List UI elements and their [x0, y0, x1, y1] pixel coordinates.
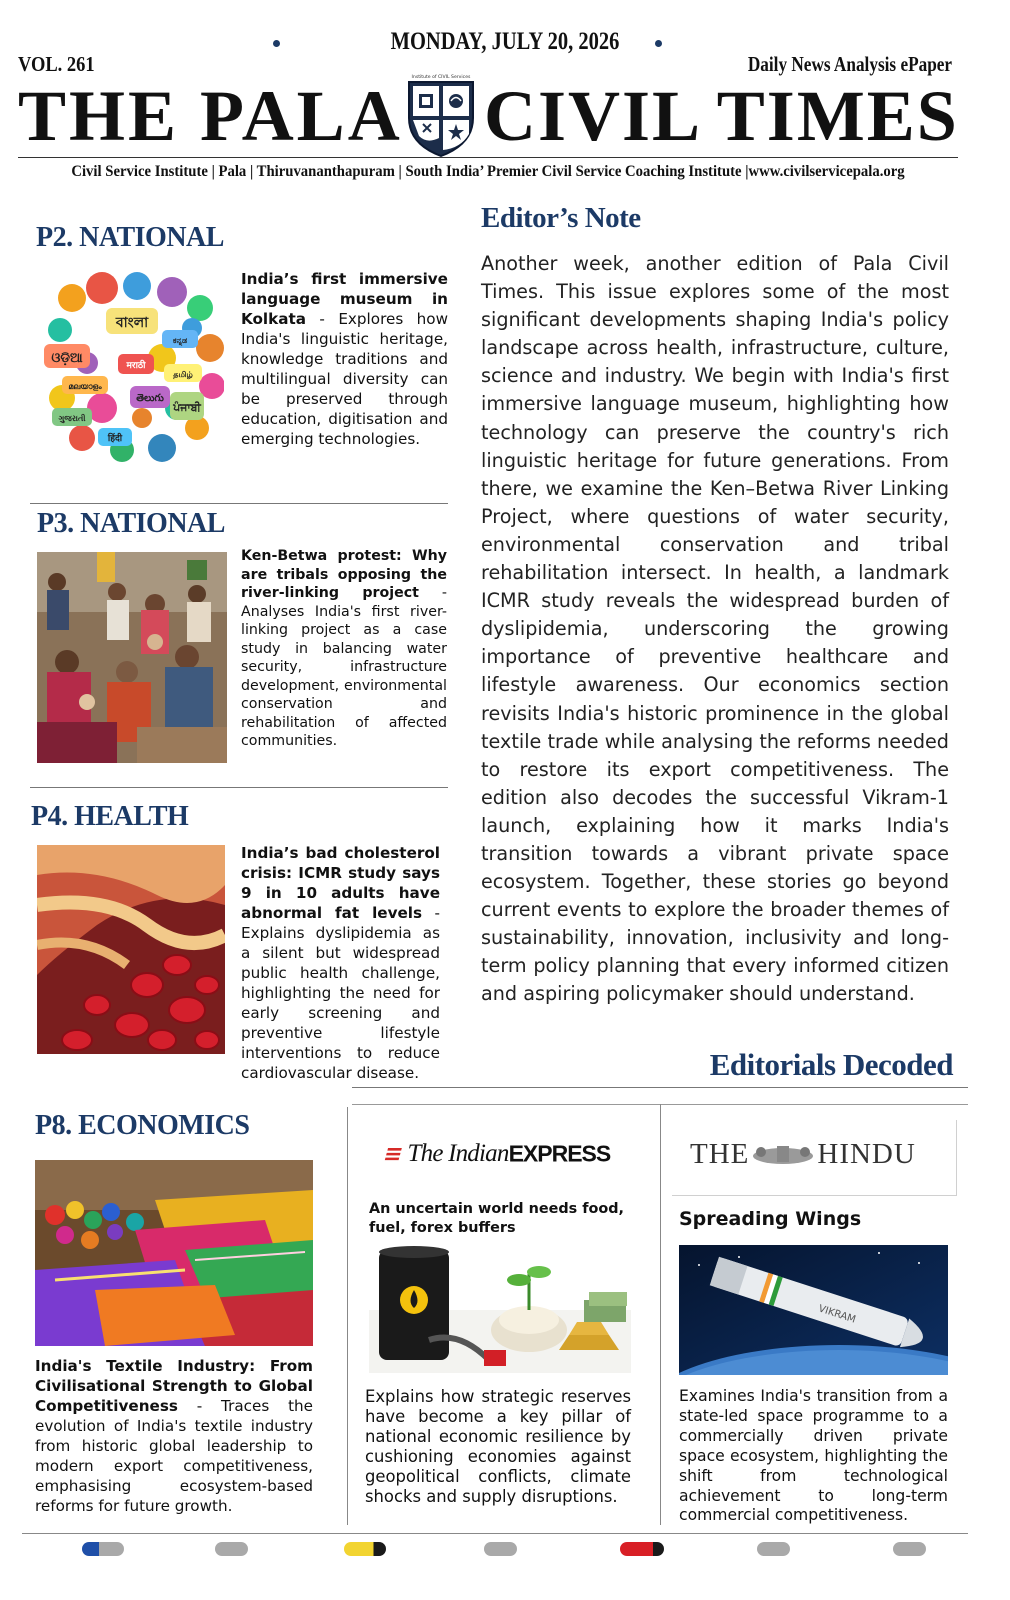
express-mark-icon: ≡ — [380, 1141, 406, 1167]
page-indicator-2[interactable] — [215, 1542, 248, 1556]
crest-logo — [405, 72, 477, 158]
svg-text:ગુજરાતી: ગુજરાતી — [58, 414, 86, 423]
article-p8-summary: Traces the evolution of India's textile industry from historic global leadership to modern export competitiveness, emphasising ecosystem-based reforms for future growth. — [35, 1397, 313, 1515]
svg-text:VIKRAM: VIKRAM — [816, 1303, 857, 1326]
hindu-headline[interactable]: Spreading Wings — [679, 1208, 862, 1230]
page-indicator-5[interactable] — [620, 1542, 664, 1556]
svg-text:मराठी: मराठी — [126, 361, 146, 371]
article-p3-text: Ken-Betwa protest: Why are tribals opposing the river-linking project - Analyses India's first river-linking project as a case study in balancing water security, infrastructure development, environmental conservation and rehabilitation of affected communities. — [241, 548, 447, 749]
editors-note-title: Editor’s Note — [481, 202, 641, 234]
svg-text:ਪੰਜਾਬੀ: ਪੰਜਾਬੀ — [173, 401, 201, 414]
article-p4-text: India’s bad cholesterol crisis: ICMR study says 9 in 10 adults have abnormal fat levels - Explains dyslipidemia as a silent but widespread public health challenge, highlighting the need for early screening and preventive lifestyle interventions to reduce cardiovascular disease. — [241, 844, 441, 1082]
svg-text:বাংলা: বাংলা — [115, 315, 149, 331]
page-indicator-4[interactable] — [484, 1542, 517, 1556]
masthead-subline: Civil Service Institute | Pala | Thiruvananthapuram | South India’ Premier Civil Service Coaching Institute |www.civilservicepala.org — [71, 163, 905, 180]
page-indicator-1[interactable] — [82, 1542, 124, 1556]
issue-date: MONDAY, JULY 20, 2026 — [390, 28, 620, 55]
divider-p3 — [30, 787, 448, 788]
article-p2-text: India’s first immersive language museum in Kolkata - Explores how India's linguistic heritage, knowledge traditions and multilingual diversity can be preserved through education, digitisation and emerging technologies. — [241, 270, 448, 448]
page-indicator-6[interactable] — [757, 1542, 790, 1556]
svg-text:മലയാളം: മലയാളം — [68, 382, 102, 391]
the-hindu-logo-box — [672, 1120, 957, 1196]
tribal-protest-image — [37, 552, 227, 763]
hindu-emblem-icon — [749, 1141, 817, 1163]
article-p3-headline[interactable]: Ken-Betwa protest: Why are tribals opposing the river-linking project — [241, 548, 447, 601]
masthead-tagline: Daily News Analysis ePaper — [747, 52, 952, 76]
express-logo-prefix: The Indian — [407, 1140, 509, 1167]
divider-p2 — [30, 503, 448, 504]
crest-caption: Institute of CIVIL Services — [411, 75, 471, 80]
page-indicator-3[interactable] — [344, 1542, 386, 1556]
section-heading-p8: P8. ECONOMICS — [35, 1110, 250, 1141]
shield-icon — [405, 72, 477, 158]
page-indicator-7[interactable] — [893, 1542, 926, 1556]
article-p2-headline[interactable]: India’s first immersive language museum in Kolkata — [241, 270, 448, 328]
express-summary: Explains how strategic reserves have become a key pillar of national economic resilience by cushioning economies against geopolitical conflicts, climate shocks and supply disruptions. — [365, 1387, 631, 1506]
svg-text:ଓଡ଼ିଆ: ଓଡ଼ିଆ — [51, 351, 83, 366]
masthead-title-left: THE PALA — [18, 76, 403, 156]
language-bubbles-image — [42, 268, 224, 468]
editorials-top-rule — [352, 1087, 968, 1088]
svg-text:తెలుగు: తెలుగు — [136, 393, 164, 404]
section-heading-p3: P3. NATIONAL — [37, 508, 225, 539]
indian-express-logo — [380, 1140, 624, 1174]
editorials-decoded-heading: Editorials Decoded — [709, 1047, 953, 1082]
textile-fabrics-image — [35, 1160, 313, 1346]
article-p2-summary: Explores how India's linguistic heritage, knowledge traditions and multilingual diversity can be preserved through education, digitisation and emerging technologies. — [241, 310, 448, 448]
hindu-summary: Examines India's transition from a state-led space programme to a commercially driven private space ecosystem, highlighting the shift from technological achievement to long-term commercial competitiveness. — [679, 1387, 948, 1525]
express-logo-suffix: EXPRESS — [508, 1140, 611, 1167]
article-p4-summary: Explains dyslipidemia as a silent but widespread public health challenge, highlighting the need for early screening and preventive lifestyle interventions to reduce cardiovascular disease. — [241, 924, 440, 1082]
food-fuel-forex-image — [369, 1240, 631, 1373]
editors-note-body: Another week, another edition of Pala Civil Times. This issue explores some of the most significant developments shaping India's policy landscape across health, infrastructure, culture, science and industry. We begin with India's first immersive language museum, highlighting how technology can preserve the country's rich linguistic heritage for future generations. From there, we examine the Ken–Betwa River Linking Project, where questions of water security, environmental conservation and tribal rehabilitation intersect. In health, a landmark ICMR study reveals the widespread burden of dyslipidemia, underscoring the growing importance of preventive healthcare and lifestyle awareness. Our economics section revisits India's historic prominence in the global textile trade while analysing the reforms needed to restore its export competitiveness. The edition also decodes the successful Vikram-1 launch, explaining how it marks India's transition towards a vibrant private space ecosystem. Together, these stories go beyond current events to explore the broader themes of sustainability, innovation, inclusivity and long-term policy planning that every informed citizen and aspiring policymaker should understand. — [481, 252, 949, 1006]
cholesterol-artery-image — [37, 845, 225, 1054]
section-heading-p4: P4. HEALTH — [31, 801, 189, 832]
svg-text:ಕನ್ನಡ: ಕನ್ನಡ — [172, 336, 188, 345]
article-p8-text: India's Textile Industry: From Civilisational Strength to Global Competitiveness - Traces the evolution of India's textile industry from historic global leadership to modern export competitiveness, emphasising ecosystem-based reforms for future growth. — [35, 1357, 313, 1515]
column-divider-left — [347, 1107, 348, 1525]
column-divider-right — [660, 1104, 661, 1525]
masthead-rule — [18, 157, 958, 158]
express-headline[interactable]: An uncertain world needs food, fuel, forex buffers — [369, 1201, 625, 1236]
article-p3-summary: Analyses India's first river-linking project as a case study in balancing water security, infrastructure development, environmental conservation and rehabilitation of affected communities. — [241, 603, 447, 749]
rocket-launch-image — [679, 1245, 948, 1375]
footer-rule — [22, 1533, 968, 1534]
hindu-logo-suffix: HINDU — [817, 1138, 916, 1170]
masthead-title-right: CIVIL TIMES — [484, 76, 959, 156]
svg-text:हिंदी: हिंदी — [107, 434, 123, 444]
volume-number: VOL. 261 — [18, 52, 95, 76]
the-hindu-logo — [690, 1138, 916, 1171]
article-p8-headline[interactable]: India's Textile Industry: From Civilisational Strength to Global Competitiveness — [35, 1357, 313, 1415]
svg-text:தமிழ்: தமிழ் — [173, 370, 193, 379]
hindu-logo-prefix: THE — [690, 1138, 750, 1170]
section-heading-p2: P2. NATIONAL — [36, 222, 224, 253]
article-p4-headline[interactable]: India’s bad cholesterol crisis: ICMR study says 9 in 10 adults have abnormal fat levels — [241, 844, 440, 922]
